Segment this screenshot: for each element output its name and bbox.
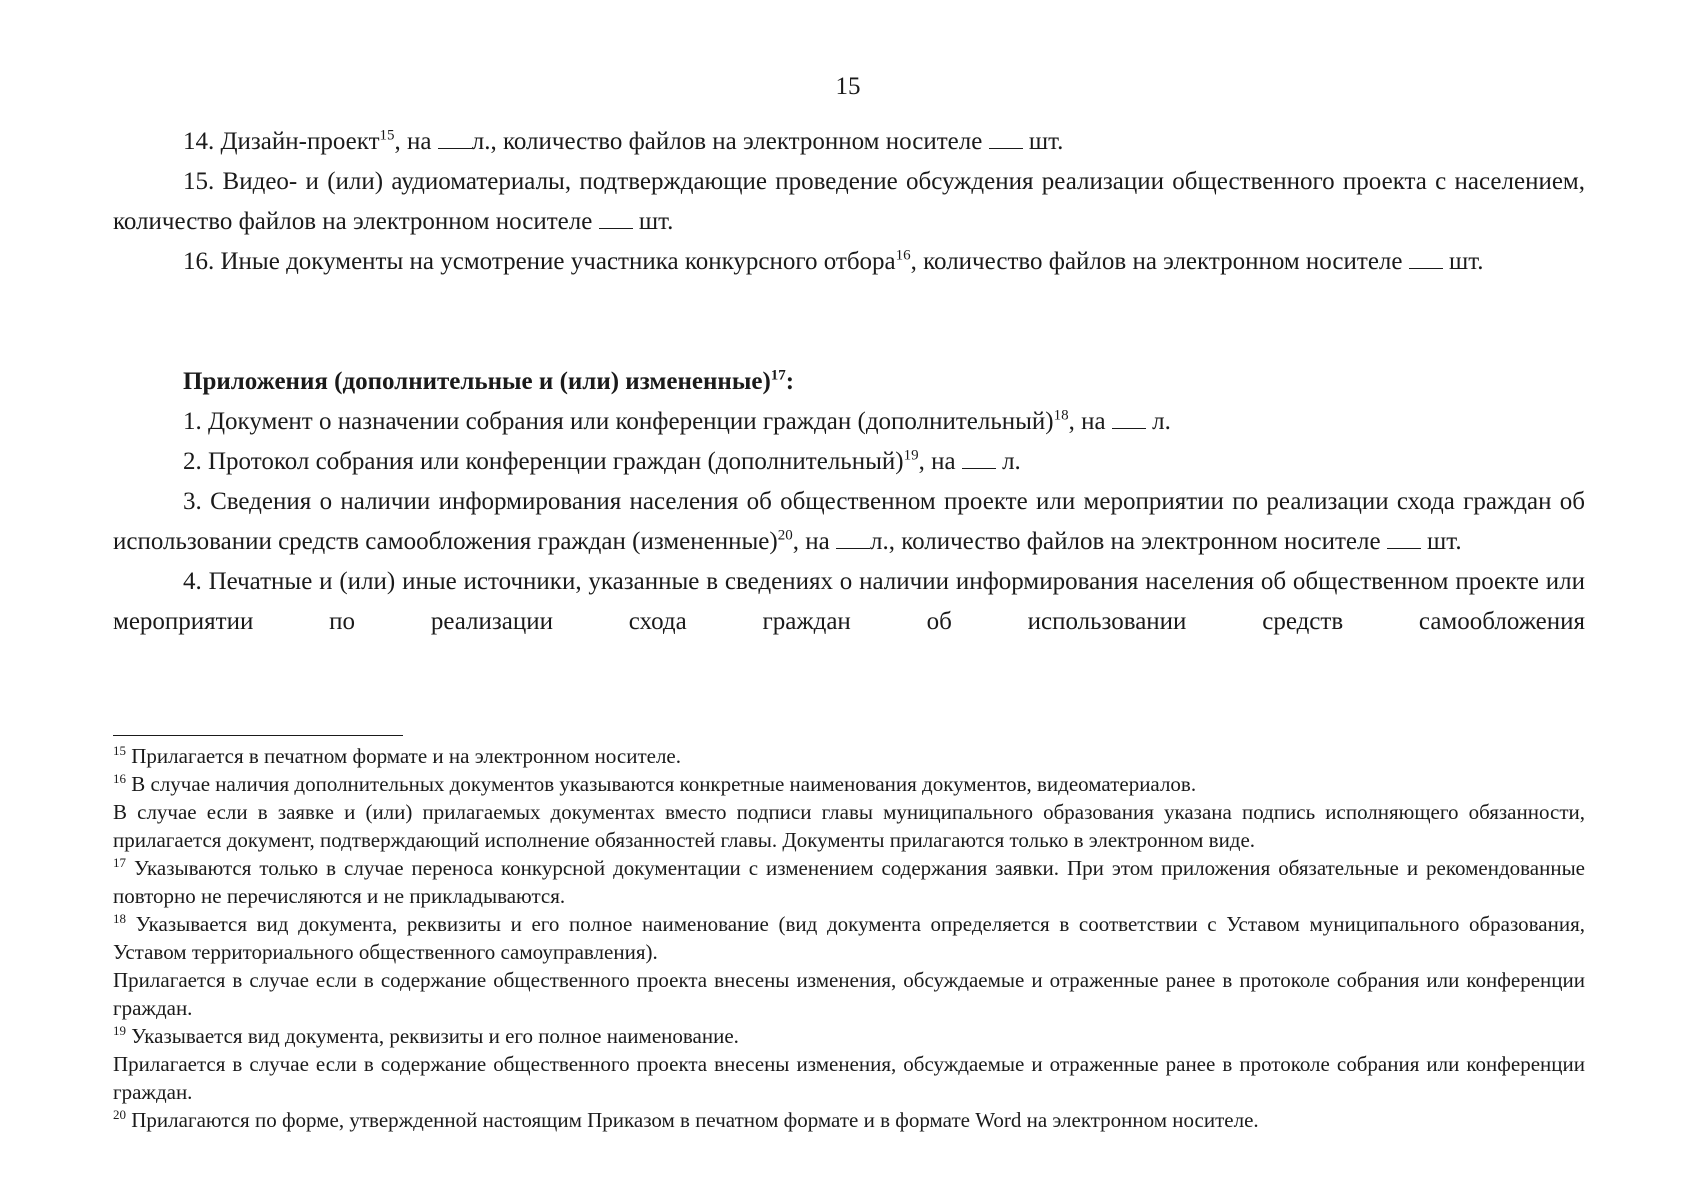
item-14: 14. Дизайн-проект$^{15}$, на л., количество файлов на электронном носителе шт. [183, 127, 1064, 155]
footnote-ref-16: 16 [895, 247, 911, 264]
item-16: 16. Иные документы на усмотрение участника конкурсного отбора$^{16}$, количество файлов на электронном носителе шт. [183, 247, 1484, 275]
appendix-item-2: 2. Протокол собрания или конференции граждан (дополнительный)$^{19}$, на л. [183, 447, 1021, 475]
footnote-20: $^{20}$ Прилагаются по форме, утвержденной настоящим Приказом в печатном формате и в формате Word на электронном носителе. [113, 1107, 1259, 1132]
blank-line [599, 228, 633, 229]
appendix-heading: Приложения (дополнительные и (или) измененные)$^{17}$: [183, 367, 795, 395]
footnote-15: $^{15}$ Прилагается в печатном формате и на электронном носителе. [113, 743, 682, 768]
footnote-ref-18: 18 [1053, 407, 1069, 424]
blank-line [962, 468, 996, 469]
blank-line [836, 548, 870, 549]
appendix-item-4: 4. Печатные и (или) иные источники, указанные в сведениях о наличии информирования населения об общественном проекте или мероприятии по реализации схода граждан об использовании средств самообложения [113, 568, 1585, 635]
footnotes [113, 742, 1585, 1134]
footnote-ref-20: 20 [777, 527, 793, 544]
footnote-19-continuation: Прилагается в случае если в содержание общественного проекта внесены изменения, обсуждаемые и отраженные ранее в протоколе собрания или конференции граждан. [113, 1052, 1585, 1104]
appendix-item-1: 1. Документ о назначении собрания или конференции граждан (дополнительный)$^{18}$, на л. [183, 407, 1171, 435]
footnote-18-continuation: Прилагается в случае если в содержание общественного проекта внесены изменения, обсуждаемые и отраженные ранее в протоколе собрания или конференции граждан. [113, 968, 1585, 1020]
footnote-16: $^{16}$ В случае наличия дополнительных документов указываются конкретные наименования документов, видеоматериалов. [113, 771, 1197, 796]
blank-line [438, 148, 472, 149]
item-15: 15. Видео- и (или) аудиоматериалы, подтверждающие проведение обсуждения реализации общественного проекта с населением, количество файлов на электронном носителе шт. [113, 168, 1585, 235]
footnote-separator [113, 735, 403, 736]
footnote-ref-19: 19 [903, 447, 919, 464]
blank-line [989, 148, 1023, 149]
blank-line [1387, 548, 1421, 549]
footnote-ref-15: 15 [379, 127, 395, 144]
footnote-18: $^{18}$ Указывается вид документа, реквизиты и его полное наименование (вид документа определяется в соответствии с Уставом муниципального образования, Уставом территориального общественного самоуправления). [113, 911, 1585, 964]
footnote-17: $^{17}$ Указываются только в случае переноса конкурсной документации с изменением содержания заявки. При этом приложения обязательные и рекомендованные повторно не перечисляются и не прикладываются. [113, 855, 1585, 908]
footnote-16-continuation: В случае если в заявке и (или) прилагаемых документах вместо подписи главы муниципального образования указана подпись исполняющего обязанности, прилагается документ, подтверждающий исполнение обязанностей главы. Документы прилагаются только в электронном виде. [113, 800, 1585, 852]
document-body [113, 122, 1585, 642]
blank-line [1112, 428, 1146, 429]
page-number: 15 [835, 73, 861, 100]
blank-line [1409, 268, 1443, 269]
appendix-item-3: 3. Сведения о наличии информирования населения об общественном проекте или мероприятии по реализации схода граждан об использовании средств самообложения граждан (измененные)$^{20}$, на л., количество файлов на электронном носителе шт. [113, 488, 1586, 555]
footnote-ref-17: 17 [770, 367, 786, 384]
footnote-19: $^{19}$ Указывается вид документа, реквизиты и его полное наименование. [113, 1023, 739, 1048]
